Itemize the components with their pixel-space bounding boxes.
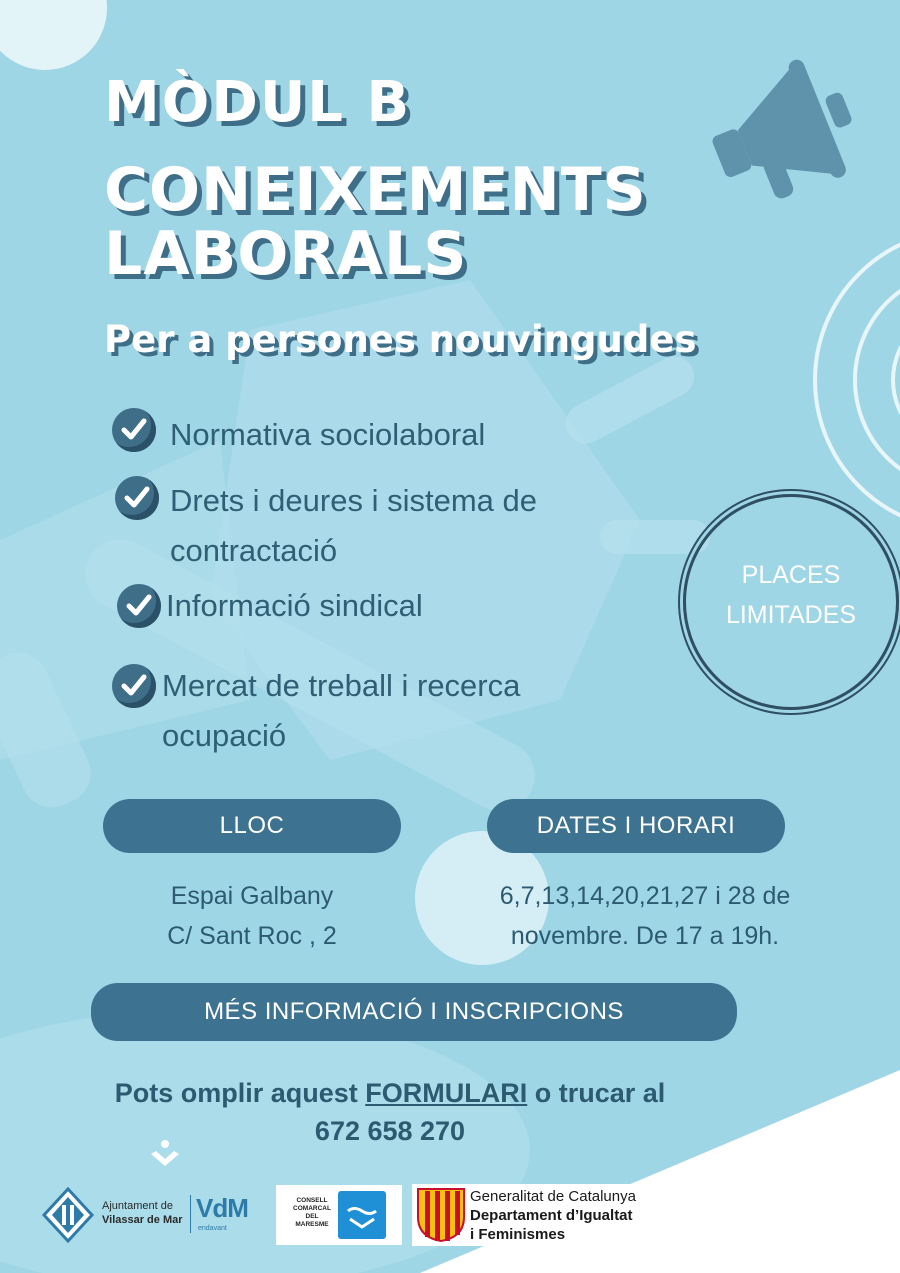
vdm-logo: VdM bbox=[196, 1193, 248, 1223]
topic-item-4 bbox=[162, 661, 520, 761]
more-info-button[interactable]: MÉS INFORMACIÓ I INSCRIPCIONS bbox=[91, 983, 737, 1041]
consell-line1: CONSELL bbox=[296, 1197, 328, 1204]
phone-number: 672 658 270 bbox=[314, 1116, 466, 1146]
logo-generalitat bbox=[412, 1184, 688, 1246]
consell-line2: COMARCAL bbox=[293, 1205, 331, 1212]
contact-suffix: o trucar al bbox=[527, 1078, 666, 1108]
location-label: LLOC bbox=[103, 799, 401, 853]
ajuntament-shield-icon bbox=[40, 1187, 96, 1243]
topic-item-4-line1: Mercat de treball i recerca bbox=[162, 668, 521, 703]
logo-consell-comarcal bbox=[276, 1185, 402, 1245]
location-line2: C/ Sant Roc , 2 bbox=[167, 922, 337, 950]
page-title bbox=[104, 155, 647, 289]
places-line2: LIMITADES bbox=[725, 601, 857, 629]
ajuntament-line1: Ajuntament de bbox=[102, 1200, 173, 1212]
topic-item-2 bbox=[170, 476, 537, 576]
check-icon bbox=[117, 584, 161, 628]
topic-item-2-line2: contractació bbox=[170, 533, 338, 568]
department-line1: Departament d’Igualtat bbox=[470, 1207, 633, 1224]
consell-wave-icon bbox=[338, 1191, 386, 1239]
places-limited-badge bbox=[683, 494, 899, 710]
page-title-line2: LABORALS bbox=[104, 219, 468, 289]
generalitat-name: Generalitat de Catalunya bbox=[470, 1188, 636, 1205]
schedule-line1: 6,7,13,14,20,21,27 i 28 de bbox=[499, 882, 791, 910]
schedule-line2: novembre. De 17 a 19h. bbox=[510, 922, 780, 950]
check-icon bbox=[115, 476, 159, 520]
consell-line4: MARESME bbox=[295, 1221, 329, 1228]
location-details bbox=[103, 876, 401, 956]
topic-item-1: Normativa sociolaboral bbox=[170, 417, 486, 452]
contact-prefix: Pots omplir aquest bbox=[114, 1078, 366, 1108]
logo-ajuntament bbox=[40, 1185, 260, 1245]
module-label: MÒDUL B bbox=[104, 70, 412, 135]
page-title-line1: CONEIXEMENTS bbox=[104, 155, 647, 225]
hands-heart-icon bbox=[148, 1138, 182, 1172]
check-icon bbox=[112, 408, 156, 452]
generalitat-shield-icon bbox=[416, 1187, 466, 1243]
schedule-label: DATES I HORARI bbox=[487, 799, 785, 853]
department-line2: i Feminismes bbox=[470, 1226, 566, 1243]
form-link[interactable]: FORMULARI bbox=[365, 1078, 528, 1108]
schedule-details bbox=[495, 876, 795, 956]
check-icon bbox=[112, 664, 156, 708]
places-line1: PLACES bbox=[741, 561, 841, 589]
subtitle: Per a persones nouvingudes bbox=[104, 318, 697, 361]
vdm-small: endavant bbox=[198, 1225, 227, 1232]
consell-line3: DEL bbox=[305, 1213, 319, 1220]
megaphone-icon bbox=[705, 55, 865, 215]
topic-item-3: Informació sindical bbox=[166, 588, 423, 623]
topic-item-4-line2: ocupació bbox=[162, 718, 287, 753]
ajuntament-line2: Vilassar de Mar bbox=[102, 1214, 183, 1226]
topic-item-2-line1: Drets i deures i sistema de bbox=[170, 483, 537, 518]
location-line1: Espai Galbany bbox=[170, 882, 334, 910]
